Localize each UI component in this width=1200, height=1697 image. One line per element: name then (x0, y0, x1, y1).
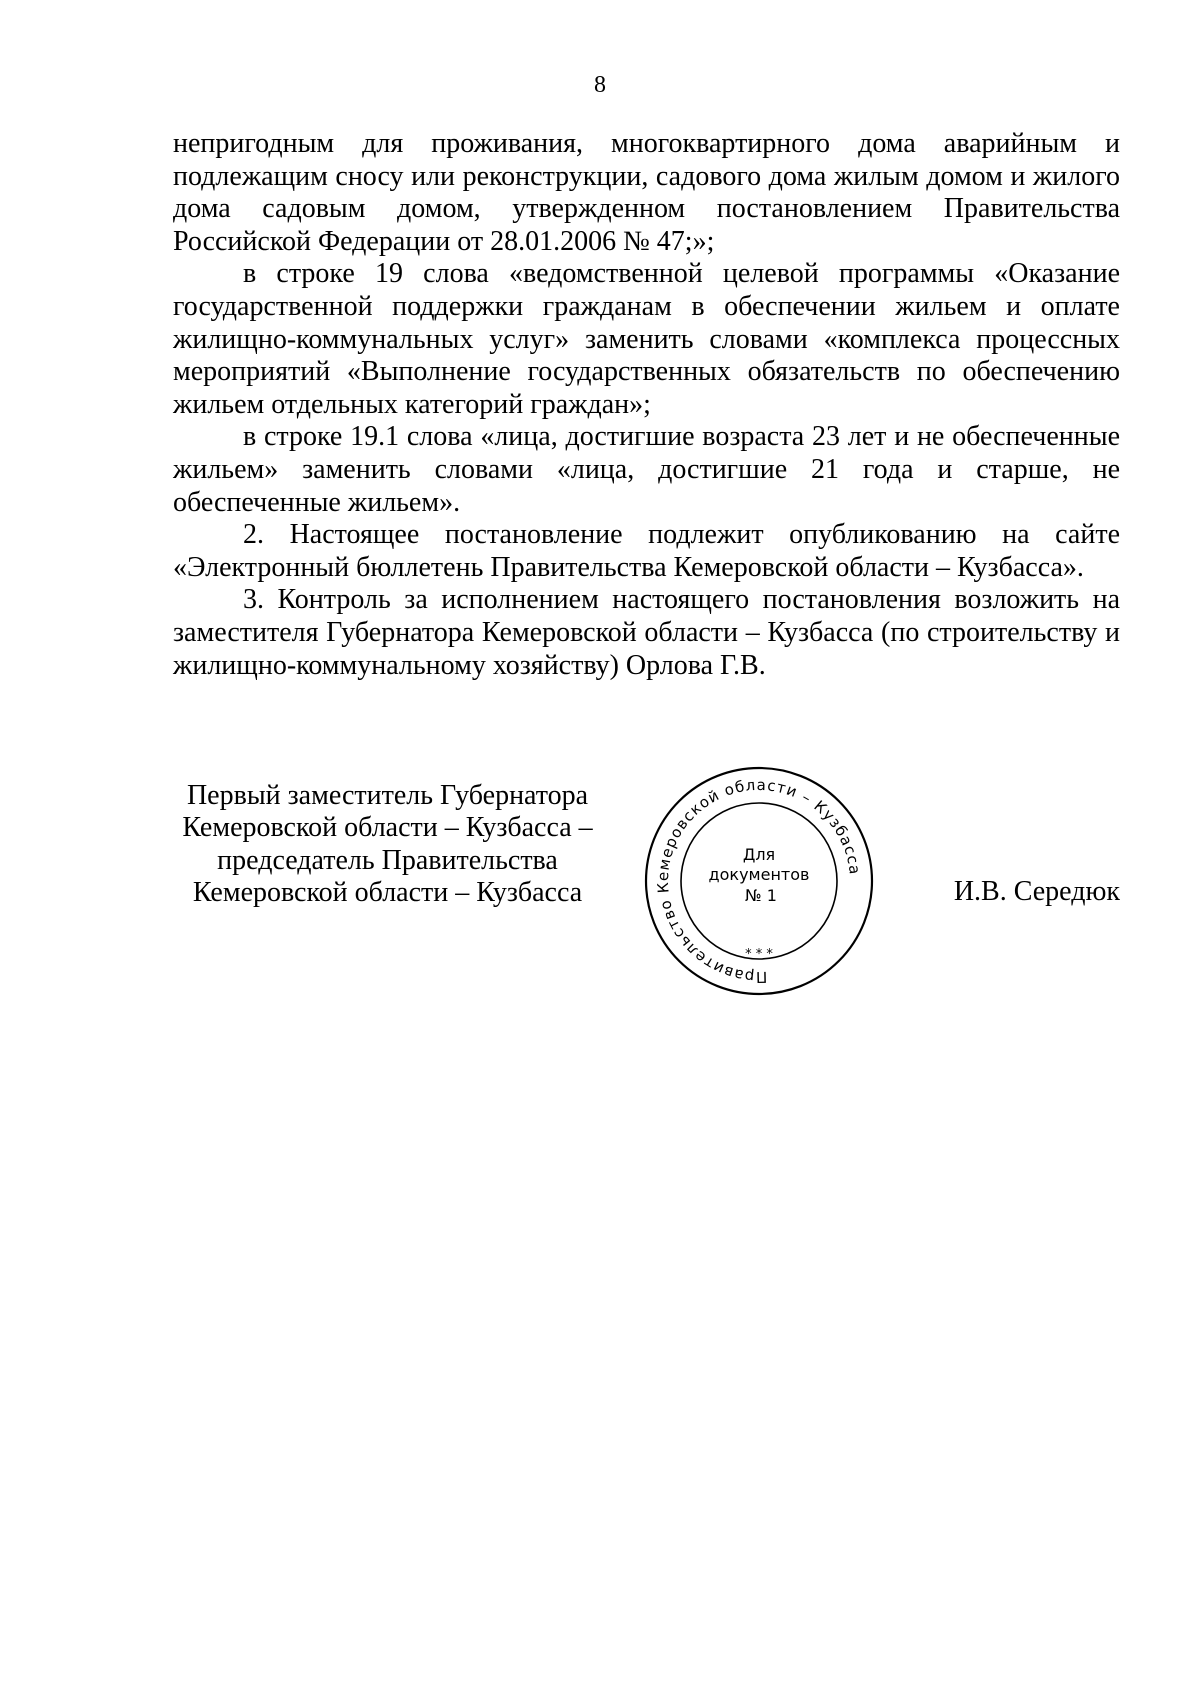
stamp-center-line-2: документов (708, 865, 810, 884)
stamp-ring-text: Правительство Кемеровской области – Кузбасса (653, 775, 864, 987)
stamp-center-line-3: № 1 (745, 886, 777, 905)
stamp-center-line-1: Для (742, 845, 776, 864)
position-line: Кемеровской области – Кузбасса – (182, 812, 593, 844)
signer-name: И.В. Середюк (953, 876, 1120, 907)
position-line: Первый заместитель Губернатора (186, 780, 589, 811)
paragraph-line-19-1: в строке 19.1 слова «лица, достигшие возраста 23 лет и не обеспеченные жильем» заменить словами «лица, достигшие 21 года и старше, не обеспеченные жильем». (173, 421, 1120, 518)
document-body (173, 128, 1120, 682)
page-number: 8 (594, 72, 606, 98)
stamp-stars: * * * (745, 947, 773, 962)
position-line: председатель Правительства (217, 844, 558, 876)
signatory-position (165, 780, 610, 910)
position-line: Кемеровской области – Кузбасса (192, 877, 583, 909)
official-stamp (640, 762, 878, 1000)
paragraph-item-2: 2. Настоящее постановление подлежит опубликованию на сайте «Электронный бюллетень Правительства Кемеровской области – Кузбасса». (173, 519, 1120, 583)
paragraph-item-3: 3. Контроль за исполнением настоящего постановления возложить на заместителя Губернатора Кемеровской области – Кузбасса (по строительству и жилищно-коммунальному хозяйству) Орлова Г.В. (173, 584, 1120, 681)
paragraph-continuation: непригодным для проживания, многоквартирного дома аварийным и подлежащим сносу или реконструкции, садового дома жилым домом и жилого дома садовым домом, утвержденном постановлением Правительства Российской Федерации от 28.01.2006 № 47;»; (173, 128, 1120, 257)
paragraph-line-19: в строке 19 слова «ведомственной целевой программы «Оказание государственной поддержки гражданам в обеспечении жильем и оплате жилищно-коммунальных услуг» заменить словами «комплекса процессных мероприятий «Выполнение государственных обязательств по обеспечению жильем отдельных категорий граждан»; (173, 258, 1120, 420)
